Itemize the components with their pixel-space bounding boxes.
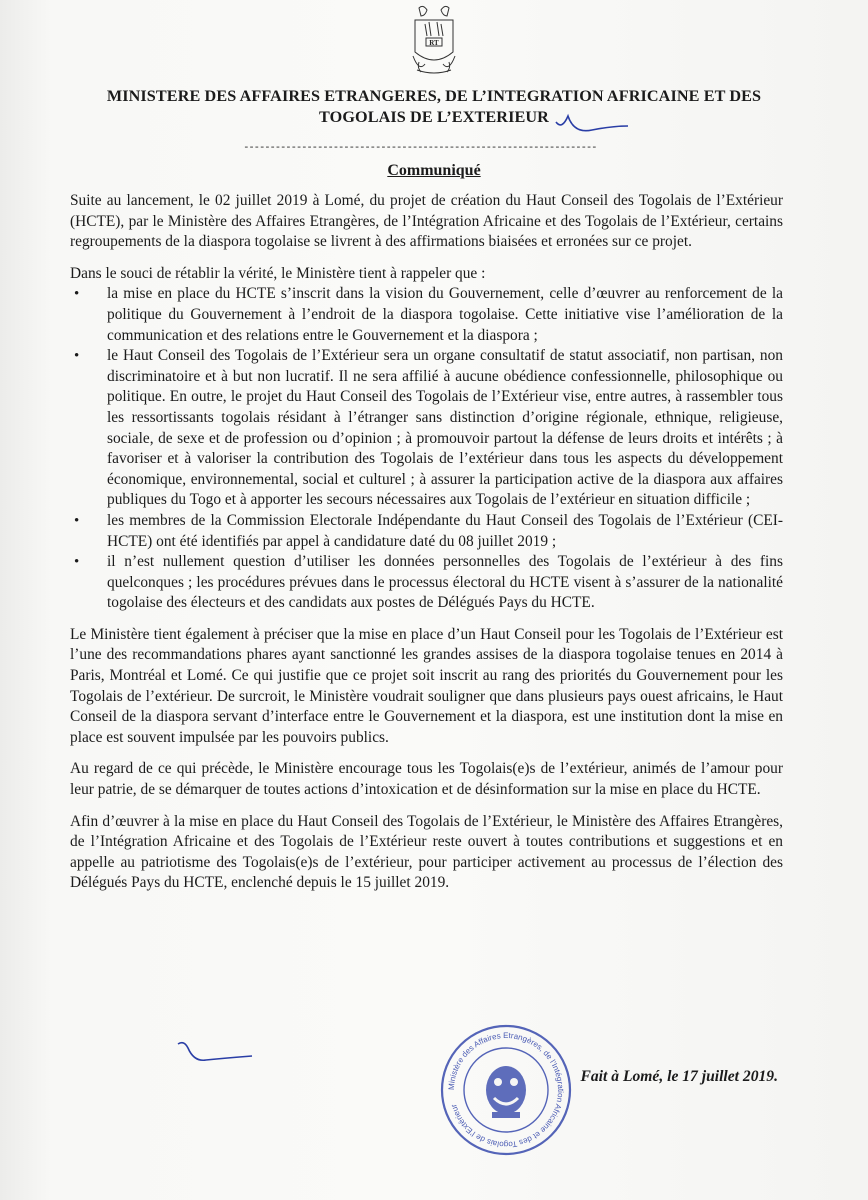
- togo-coat-of-arms-icon: [405, 2, 463, 80]
- place-date-signature: Fait à Lomé, le 17 juillet 2019.: [580, 1068, 778, 1085]
- list-item: • il n’est nullement question d’utiliser les données personnelles des Togolais de l’extérieur à des fins quelconques ; les procédures prévues dans le processus électoral du HCTE visent à s’assurer de la nationalité togolaise des électeurs et des candidats aux postes de Délégués Pays du HCTE.: [107, 552, 783, 614]
- ink-squiggle-icon: [176, 1036, 256, 1066]
- list-item: • les membres de la Commission Electorale Indépendante du Haut Conseil des Togolais de l’Extérieur (CEI-HCTE) ont été identifiés par appel à candidature daté du 08 juillet 2019 ;: [107, 511, 783, 552]
- ministry-title: [70, 86, 798, 128]
- ministry-title-line1: MINISTERE DES AFFAIRES ETRANGERES, DE L’INTEGRATION AFRICAINE ET DES: [106, 87, 762, 105]
- document-heading: Communiqué: [387, 162, 481, 179]
- ink-squiggle-icon: [552, 108, 632, 138]
- stamp-text: Ministère des Affaires Etrangères, de l’Intégration Africaine et des Togolais de l’Extérieur: [446, 1030, 566, 1150]
- paragraph-encouragement: Au regard de ce qui précède, le Ministère encourage tous les Togolais(e)s de l’extérieur, animés de l’amour pour leur patrie, de se démarquer de toutes actions d’intoxication et de désinformation sur la mise en place du HCTE.: [70, 760, 783, 799]
- separator-line: -------------------------------------------------------------------: [243, 140, 597, 153]
- paragraph-clarification: Le Ministère tient également à préciser que la mise en place d’un Haut Conseil pour les Togolais de l’Extérieur est l’une des recommandations phares ayant sanctionné les grandes assises de la diaspora togolaise tenues en 2014 à Paris, Montréal et Lomé. Ce qui justifie que ce projet soit inscrit au rang des priorités du Gouvernement pour les Togolais de l’extérieur. De surcroit, le Ministère voudrait souligner que dans plusieurs pays ouest africains, le Haut Conseil de la diaspora servant d’interface entre le Gouvernement et la diaspora, est une institution dont la mise en place est souvent impulsée par les pouvoirs publics.: [70, 625, 783, 746]
- list-item: • le Haut Conseil des Togolais de l’Extérieur sera un organe consultatif de statut associatif, non partisan, non discriminatoire et à but non lucratif. Il ne sera affilié à aucune obédience confessionnelle, philosophique ou politique. En outre, le projet du Haut Conseil des Togolais de l’Extérieur vise, entre autres, à rassembler tous les ressortissants togolais résidant à l’étranger sans distinction d’origine régionale, ethnique, religieuse, sociale, de sexe et de profession ou d’opinion ; à promouvoir partout la défense de leurs droits et intérêts ; à favoriser et à valoriser la contribution des Togolais de l’extérieur dans tous les aspects du développement économique, environnemental, social et culturel ; à assurer la participation active de la diaspora aux affaires publiques du Togo et à apporter les secours nécessaires aux Togolais de l’extérieur en situation difficile ;: [107, 346, 783, 511]
- paragraph-appeal: Afin d’œuvrer à la mise en place du Haut Conseil des Togolais de l’Extérieur, le Ministère des Affaires Etrangères, de l’Intégration Africaine et des Togolais de l’Extérieur reste ouvert à toutes contributions et suggestions et en appelle au patriotisme des Togolais(e)s de l’extérieur, pour participer activement au processus de l’élection des Délégués Pays du HCTE, enclenché depuis le 15 juillet 2019.: [70, 812, 783, 892]
- official-ministry-stamp-icon: [436, 1020, 576, 1160]
- emblem-text: RT: [429, 39, 439, 47]
- list-item: • la mise en place du HCTE s’inscrit dans la vision du Gouvernement, celle d’œuvrer au renforcement de la politique du Gouvernement à l’endroit de la diaspora togolaise. Cette initiative vise l’amélioration de la communication et des relations entre le Gouvernement et la diaspora ;: [107, 284, 783, 346]
- ministry-title-line2: TOGOLAIS DE L’EXTERIEUR: [319, 108, 549, 126]
- paragraph-intro: Suite au lancement, le 02 juillet 2019 à Lomé, du projet de création du Haut Conseil des Togolais de l’Extérieur (HCTE), par le Ministère des Affaires Etrangères, de l’Intégration Africaine et des Togolais de l’Extérieur, certains regroupements de la diaspora togolaise se livrent à des affirmations biaisées et erronées sur ce projet.: [70, 192, 783, 251]
- bullet-list: [70, 284, 783, 614]
- paragraph-recall: Dans le souci de rétablir la vérité, le Ministère tient à rappeler que :: [70, 264, 486, 282]
- document-body: [70, 191, 783, 905]
